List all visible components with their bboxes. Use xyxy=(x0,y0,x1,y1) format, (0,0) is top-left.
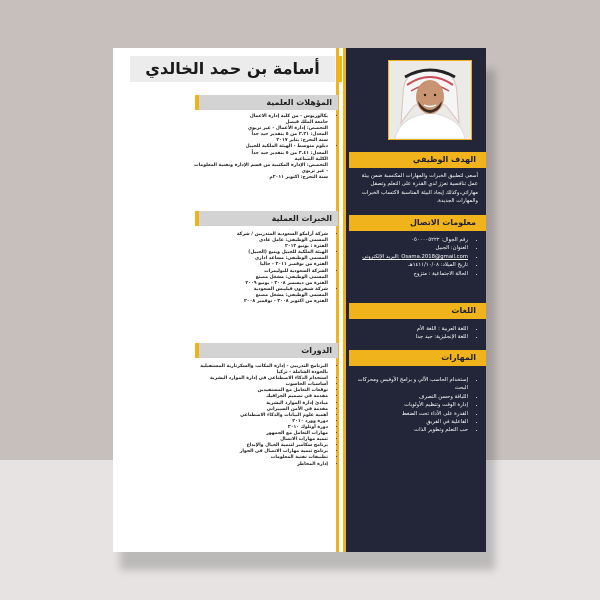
course-item: • تنمية مهارات الاتصال xyxy=(192,437,328,443)
skill-item: • إدارة الوقت وتنظيم الأولويات xyxy=(353,401,468,409)
qualifications-heading: المؤهلات العلمية xyxy=(199,95,338,110)
course-item: • مقدمة في الأمن السيبراني xyxy=(192,407,328,413)
person-icon xyxy=(389,61,471,139)
resume-sheet xyxy=(113,48,486,552)
objective-text: أسعى لتطبيق الخبرات والمهارات المكتسبة ضمن بيئة عمل تنافسية تعزز لدي القدرة على التعلم وتصقل مهاراتي،وكذلك إيجاد البيئة المناسبة لاكتساب الخبرات والمهارات الجديدة. xyxy=(361,173,478,205)
qual-line: المعدل: ٣.٢١ من ٥ بتقدير جيد جداً xyxy=(251,132,328,138)
qual-line: التخصص: الإدارة المكتبية من قسم الإدارة وتقنية المعلومات - غير تربوي xyxy=(194,162,328,174)
language-item: • اللغة الإنجليزية: جيد جدا xyxy=(353,333,468,341)
skills-section xyxy=(353,376,478,435)
contact-phone: • رقم الجوال: ٠٥٠٠٠٠٥٢٢٢ xyxy=(353,236,468,244)
course-item: • أهمية علوم البيانات والذكاء الاصطناعي xyxy=(192,413,328,419)
qualifications-section xyxy=(192,114,338,181)
qual-line: الكلية الصناعية xyxy=(294,156,328,162)
qual-line: جامعة الملك فيصل xyxy=(285,120,328,126)
sidebar-accent-strip xyxy=(343,48,346,552)
course-item: • برنامج تنمية مهارات الاتصال في الحوار xyxy=(192,449,328,455)
exp-line: الشركة السعودية للبوليمرات xyxy=(264,268,328,274)
courses-heading: الدورات xyxy=(199,343,338,358)
exp-line: الفترة من اكتوبر ٢٠٠٨ - نوفمبر ٢٠٠٨ xyxy=(244,299,328,305)
experience-item xyxy=(192,232,328,250)
exp-line: شركة شيفرون فيليبس السعودية xyxy=(253,286,328,292)
languages-section xyxy=(353,325,478,342)
course-item: • البرنامج التدريبي - إدارة المكاتب والسكرتارية المستقبلية بالجودة الشاملة - تركيا xyxy=(192,364,328,376)
exp-line: المسمى الوظيفي: مشغل مصنع xyxy=(255,274,328,280)
course-item: • مبادئ إدارة الموارد البشرية xyxy=(192,401,328,407)
experience-heading-accent xyxy=(195,211,199,226)
contact-marital-status: • الحالة الاجتماعية : متزوج xyxy=(353,270,468,278)
course-item: • توقعات التعامل مع المستفيدين xyxy=(192,388,328,394)
course-item: • برنامج سكامبر لتنمية الخيال والإبداع xyxy=(192,443,328,449)
qualification-item xyxy=(192,114,328,144)
experience-item xyxy=(192,287,328,305)
course-item: • أساسيات الحاسوب xyxy=(192,382,328,388)
exp-line: المسمى الوظيفي: مشغل مصنع xyxy=(255,292,328,298)
contact-address: • العنوان: الجبيل xyxy=(353,244,468,252)
qualification-item xyxy=(192,144,328,181)
exp-line: المسمى الوظيفي: مساعد اداري xyxy=(254,256,328,262)
qual-line: دبلوم متوسط - الهيئة الملكية للجبيل xyxy=(245,144,328,150)
qual-line: سنة التخرج: اكتوبر ٢٠١١م xyxy=(269,174,328,180)
language-item: • اللغة العربية : اللغة الأم xyxy=(353,325,468,333)
exp-line: الهيئة الملكية للجبيل وينبع (الجبيل) xyxy=(248,250,328,256)
contact-birthdate: • تاريخ الميلاد: ١٤١١/١٠/٠٨هـ xyxy=(353,261,468,269)
skill-item: • الفاعلية في الفريق xyxy=(353,418,468,426)
qual-line: بكالوريوس - من كلية إدارة الاعمال xyxy=(249,114,328,119)
experience-item xyxy=(192,269,328,287)
courses-heading-accent xyxy=(195,343,199,358)
course-item: • دورة أوتلوك ٢٠١٠ xyxy=(192,425,328,431)
objective-heading: الهدف الوظيفي xyxy=(349,152,486,168)
course-item: • مهارات التعامل مع الجمهور xyxy=(192,431,328,437)
course-item: • مقدمة في تصميم الجرافيك xyxy=(192,394,328,400)
exp-line: شركة أرامكو السعودية المتدربين / شركة xyxy=(236,232,328,237)
qualifications-heading-accent xyxy=(195,95,199,110)
course-item: • تطبيقات تقنية المعلومات xyxy=(192,455,328,461)
candidate-name: أسامة بن حمد الخالدي xyxy=(130,56,335,82)
languages-heading: اللغات xyxy=(349,303,486,319)
profile-photo xyxy=(388,60,472,140)
course-item: • إدارة المخاطر xyxy=(192,462,328,468)
exp-line: الفترة من نوفمبر ٢٠١١ - حاليا xyxy=(260,262,328,268)
qual-line: سنة التخرج: يناير ٢٠١٧ xyxy=(276,138,328,144)
contact-section xyxy=(353,236,478,278)
contact-email[interactable]: • Osama.2018@gmail.com :البريد الإلكتروني xyxy=(353,253,468,261)
courses-section xyxy=(192,364,338,468)
skills-heading: المهارات xyxy=(349,350,486,366)
exp-line: الفترة من ديسمبر ٢٠٠٨ - يونيو ٢٠٠٩ xyxy=(245,280,328,286)
skill-item: • اللباقة وحسن التصرف xyxy=(353,393,468,401)
name-accent-bar xyxy=(338,56,342,82)
exp-line: الفترة : يونيو ٢٠١٢ xyxy=(285,244,328,250)
qual-line: المعدل: ٣.٤١ من ٥ بتقدير جيد جداً xyxy=(251,150,328,156)
experience-section xyxy=(192,232,338,305)
experience-item xyxy=(192,250,328,268)
sidebar xyxy=(343,48,486,552)
skill-item: • إستخدام الحاسب الآلي و برامج الأوفيس ومحركات البحث xyxy=(353,376,468,393)
skill-item: • القدرة على الأداء تحت الضغط xyxy=(353,410,468,418)
course-item: • استخدام الذكاء الاصطناعي في إدارة الموارد البشرية xyxy=(192,376,328,382)
contact-heading: معلومات الاتصال xyxy=(349,215,486,231)
exp-line: المسمى الوظيفي: عامل عادي xyxy=(259,238,328,244)
qual-line: التخصص: إدارة الأعمال - غير تربوي xyxy=(247,126,328,132)
experience-heading: الخبرات العملية xyxy=(199,211,338,226)
objective-section xyxy=(353,172,478,206)
course-item: • دورة وورد ٢٠١٠ xyxy=(192,419,328,425)
skill-item: • حب التعلم وتطوير الذات xyxy=(353,426,468,434)
